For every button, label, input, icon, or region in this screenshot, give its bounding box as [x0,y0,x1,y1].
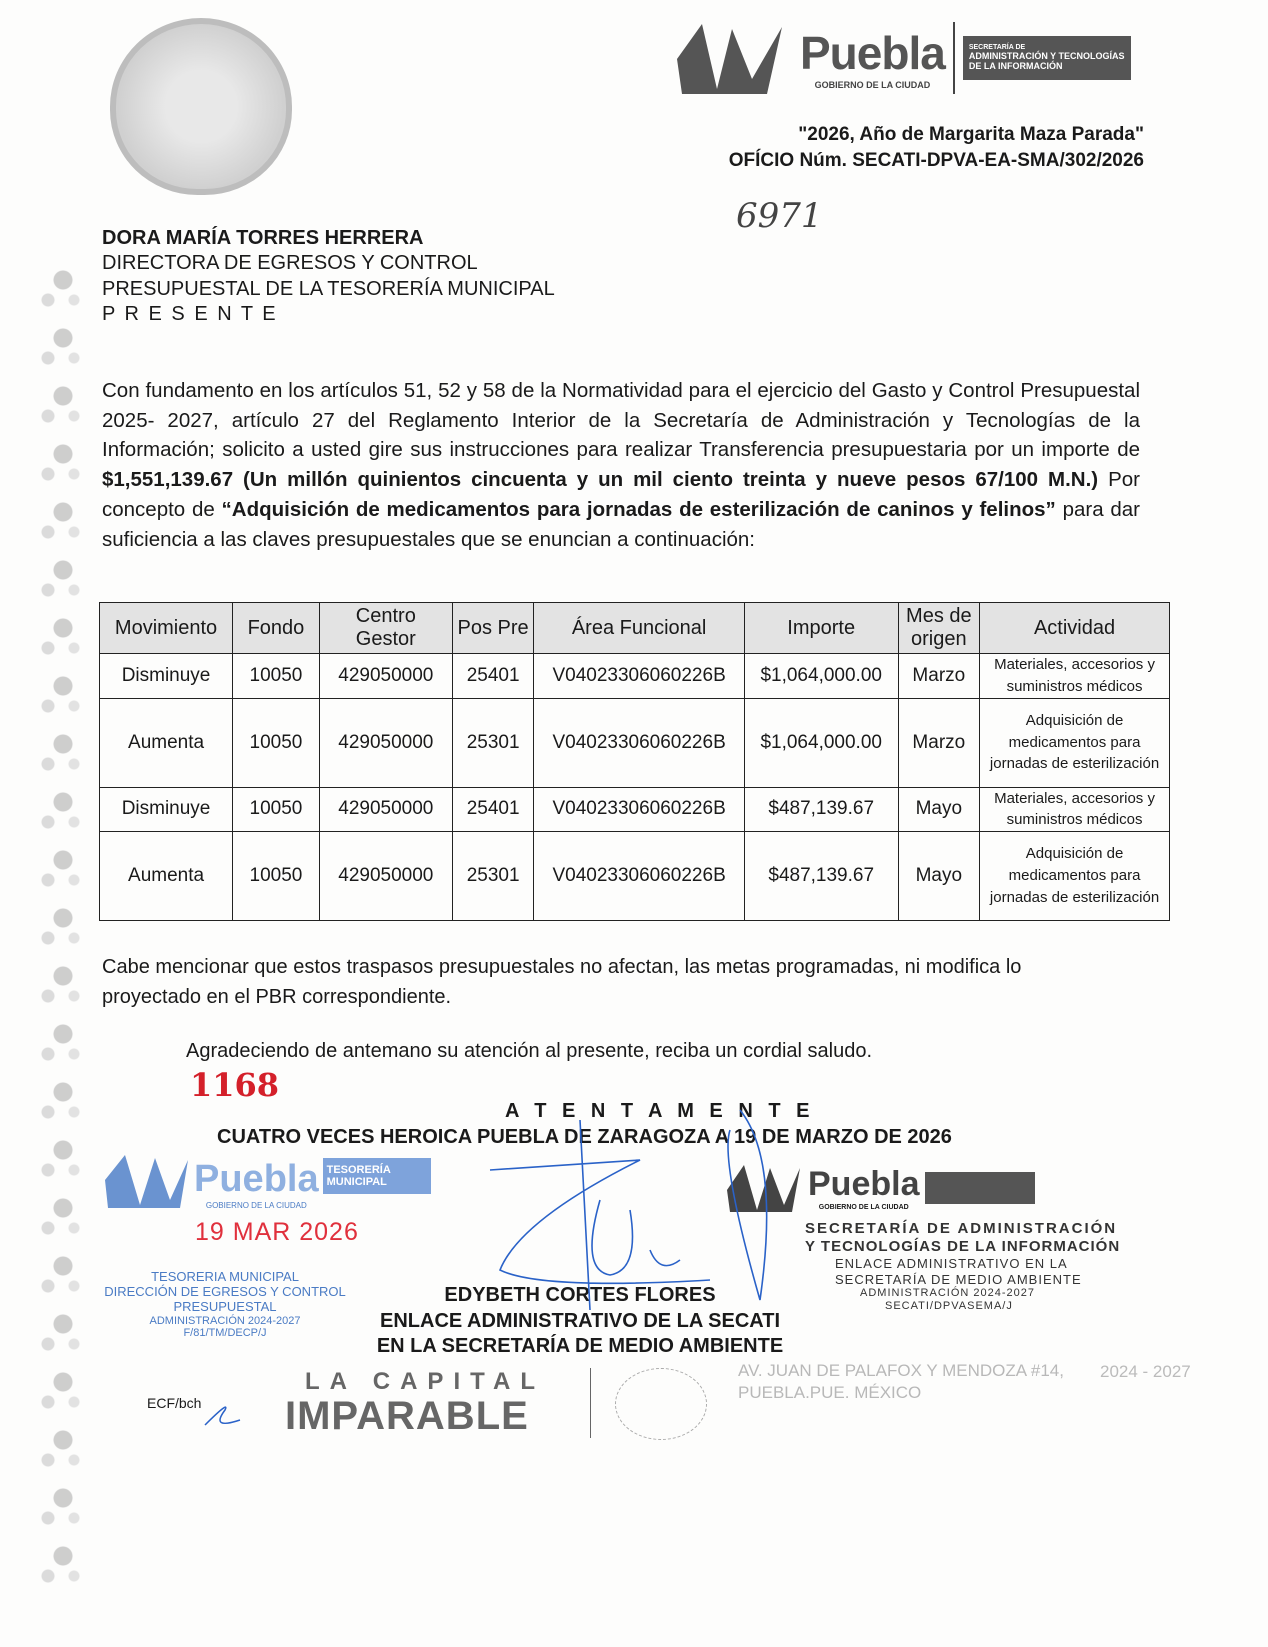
secretariat-line: ADMINISTRACIÓN Y TECNOLOGÍAS [968,50,1125,61]
addressee-title: DIRECTORA DE EGRESOS Y CONTROL [102,252,478,275]
table-cell: Marzo [898,654,980,699]
slogan-line: LA CAPITAL [305,1368,545,1395]
amount: $1,551,139.67 (Un millón quinientos cincuenta y un mil ciento treinta y nueve pesos 67/100 M.N.) [102,468,1099,492]
table-cell: Aumenta [100,698,233,787]
table-cell: 10050 [233,787,320,832]
logo-text: Puebla [800,27,945,79]
puebla-emblem-icon [100,1150,190,1210]
addressee-title: PRESUPUESTAL DE LA TESORERÍA MUNICIPAL [102,277,555,300]
secretariat-line: DE LA INFORMACIÓN [968,60,1063,71]
atentamente: A T E N T A M E N T E [505,1100,815,1122]
stamp-line: SECATI/DPVASEMA/J [885,1300,1013,1313]
logo-subtitle: GOBIERNO DE LA CIUDAD [814,80,931,90]
table-cell: V04023306060226B [534,787,744,832]
table-cell: Disminuye [100,654,233,699]
table-cell: Mayo [898,787,980,832]
table-row [100,787,1170,832]
col-header: Área Funcional [534,603,744,654]
table-cell: V04023306060226B [534,654,744,699]
document-header [729,122,1144,174]
tesoreria-logo-text: Puebla [194,1158,319,1200]
addressee-name: DORA MARÍA TORRES HERRERA [102,227,424,249]
stamp-line: PRESUPUESTAL [173,1298,277,1314]
body-paragraph [102,376,1140,554]
presente: P R E S E N T E [102,303,278,326]
body-text: Con fundamento en los artículos 51, 52 y 58 de la Normatividad para el ejercicio del Gasto y Control Presupuestal 2025- 2027, artículo 27 del Reglamento Interior de la Secretaría de Administración y Tecnologías de la Información; solicito a usted gire sus instrucciones para realizar Transferencia presupuestaria por un importe de [102,379,1140,462]
table-cell: Marzo [898,698,980,787]
signer-title: ENLACE ADMINISTRATIVO DE LA SECATI [380,1309,780,1332]
table-cell: 429050000 [319,832,452,921]
table-cell: Adquisición de medicamentos para jornadas de esterilización [980,698,1170,787]
table-cell: Mayo [898,832,980,921]
col-header: Mes de origen [898,603,980,654]
secretariat-box [963,36,1131,79]
stamp-line: DIRECCIÓN DE EGRESOS Y CONTROL [104,1283,346,1299]
table-cell: Materiales, accesorios y suministros médicos [980,787,1170,832]
puebla-emblem-icon [672,19,792,97]
table-cell: $487,139.67 [744,832,898,921]
tesoreria-logo-subtitle: GOBIERNO DE LA CIUDAD [205,1201,307,1210]
signer-name: EDYBETH CORTES FLORES [444,1284,716,1306]
table-cell: $487,139.67 [744,787,898,832]
stamp-line: ADMINISTRACIÓN 2024-2027 [860,1287,1035,1300]
footer-years: 2024 - 2027 [1100,1362,1191,1381]
budget-transfer-table [99,602,1170,921]
table-header-row [100,603,1170,654]
handwritten-number: 6971 [736,196,823,236]
table-cell: Aumenta [100,832,233,921]
concept: “Adquisición de medicamentos para jornadas de esterilización de caninos y felinos” [221,497,1056,521]
capital-slogan [285,1368,545,1436]
col-header: Pos Pre [452,603,534,654]
handwritten-signature [480,1100,800,1325]
col-header: Importe [744,603,898,654]
table-cell: Adquisición de medicamentos para jornadas de esterilización [980,832,1170,921]
col-header: Fondo [233,603,320,654]
footer-seal [615,1368,707,1440]
secati-logo-box [925,1172,1035,1204]
closing-paragraph: Cabe mencionar que estos traspasos presupuestales no afectan, las metas programadas, ni modifica lo proyectado en el PBR correspondiente. [102,956,1022,1008]
col-header: Movimiento [100,603,233,654]
table-cell: 429050000 [319,654,452,699]
tesoreria-box: TESORERÍA MUNICIPAL [323,1158,431,1194]
table-row [100,832,1170,921]
table-cell: Materiales, accesorios y suministros médicos [980,654,1170,699]
table-cell: 25401 [452,654,534,699]
table-cell: 429050000 [319,698,452,787]
table-cell: V04023306060226B [534,698,744,787]
puebla-secati-logo [672,18,1142,98]
stamp-line: SECRETARÍA DE ADMINISTRACIÓN [805,1220,1118,1237]
year-motto: "2026, Año de Margarita Maza Parada" [798,124,1144,145]
table-cell: 25401 [452,787,534,832]
red-stamp-number: 1168 [190,1066,280,1104]
stamp-line: ENLACE ADMINISTRATIVO EN LA [835,1256,1068,1271]
initials-signature [200,1395,250,1440]
table-cell: 10050 [233,698,320,787]
stamp-line: F/81/TM/DECP/J [183,1327,267,1340]
secretariat-line: SECRETARÍA DE [968,44,1026,52]
table-cell: V04023306060226B [534,832,744,921]
logo-divider [953,22,955,94]
body-text: Por concepto de [102,468,1140,521]
stamp-line: TESORERIA MUNICIPAL [151,1269,299,1284]
decorative-border [38,260,88,1590]
stamp-line: Y TECNOLOGÍAS DE LA INFORMACIÓN [805,1238,1121,1255]
place-date: CUATRO VECES HEROICA PUEBLA DE ZARAGOZA A 19 DE MARZO DE 2026 [217,1126,952,1148]
table-row [100,698,1170,787]
initials: ECF/bch [147,1395,202,1411]
slogan-line: IMPARABLE [285,1394,529,1438]
address-line: AV. JUAN DE PALAFOX Y MENDOZA #14, [738,1361,1064,1380]
secati-stamp-text [805,1220,1145,1314]
table-cell: Disminuye [100,787,233,832]
secati-logo-text: Puebla [808,1164,920,1203]
tesoreria-stamp-logo [100,1150,431,1210]
table-cell: 25301 [452,832,534,921]
table-cell: 429050000 [319,787,452,832]
thanks-line: Agradeciendo de antemano su atención al presente, reciba un cordial saludo. [186,1040,873,1062]
body-text: para dar suficiencia a las claves presupuestales que se enuncian a continuación: [102,497,1140,551]
footer-address [738,1360,1064,1404]
table-cell: 10050 [233,654,320,699]
city-seal-logo [110,18,292,195]
table-cell: 10050 [233,832,320,921]
address-line: PUEBLA.PUE. MÉXICO [738,1383,922,1403]
col-header: Centro Gestor [319,603,452,654]
signer-title: EN LA SECRETARÍA DE MEDIO AMBIENTE [376,1335,784,1358]
stamp-line: ADMINISTRACIÓN 2024-2027 [149,1314,301,1327]
addressee-block [102,226,555,328]
stamp-line: SECRETARÍA DE MEDIO AMBIENTE [835,1271,1082,1287]
table-body [100,654,1170,921]
table-cell: 25301 [452,698,534,787]
received-date-stamp: 19 MAR 2026 [195,1218,359,1246]
table-cell: $1,064,000.00 [744,654,898,699]
oficio-number: OFÍCIO Núm. SECATI-DPVA-EA-SMA/302/2026 [728,150,1144,172]
tesoreria-stamp-text [95,1270,355,1340]
table-row [100,654,1170,699]
table-cell: $1,064,000.00 [744,698,898,787]
col-header: Actividad [980,603,1170,654]
secati-logo-subtitle: GOBIERNO DE LA CIUDAD [818,1203,909,1211]
footer-divider [590,1368,591,1438]
